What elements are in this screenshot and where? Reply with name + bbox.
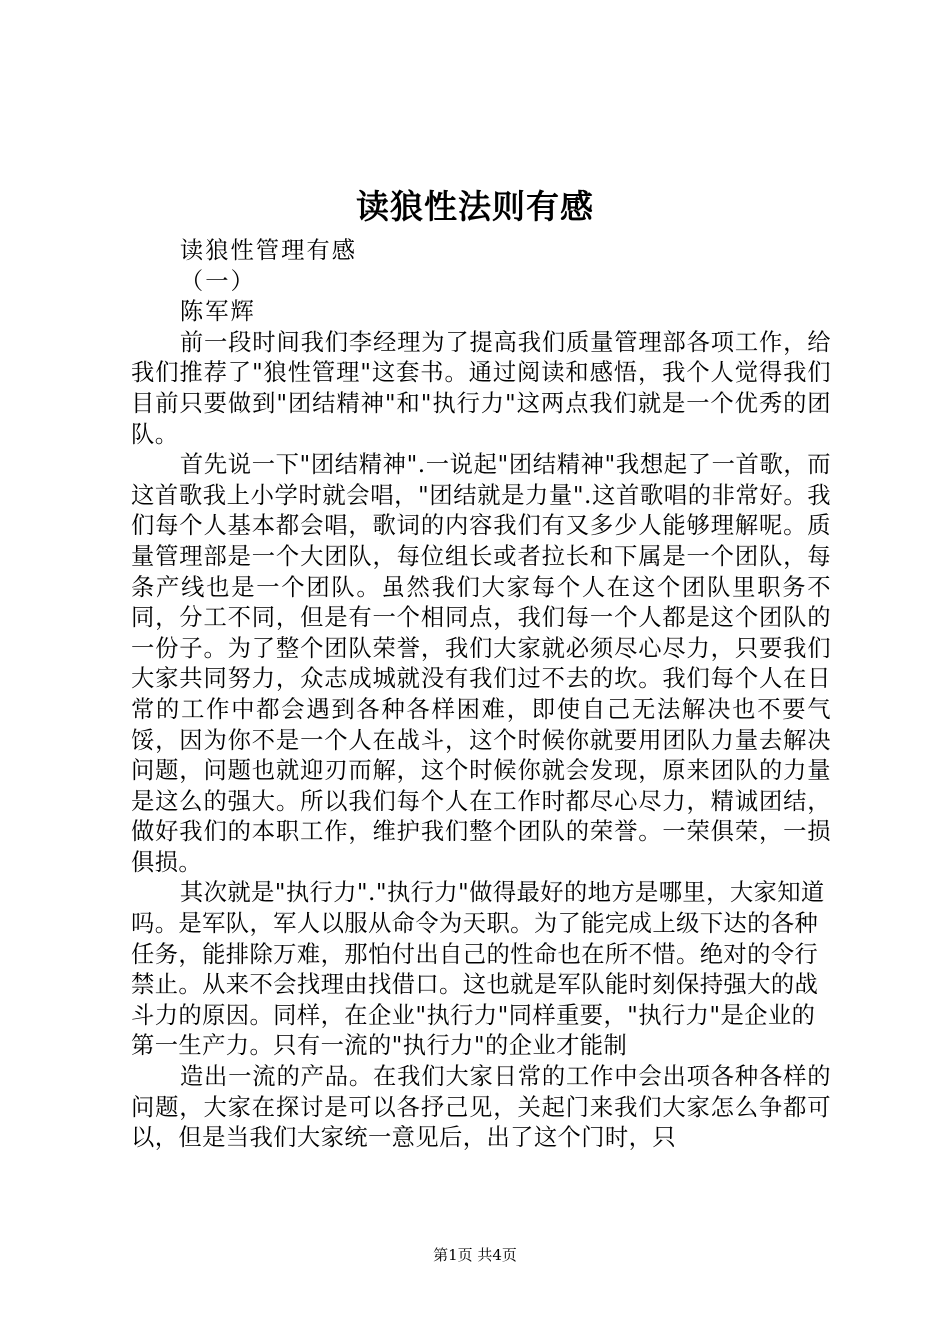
paragraph: 造出一流的产品。在我们大家日常的工作中会出项各种各样的问题，大家在探讨是可以各抒己见，关起门来我们大家怎么争都可以，但是当我们大家统一意见后，出了这个门时，只 <box>131 1063 831 1152</box>
subtitle: 读狼性管理有感 <box>179 237 357 264</box>
document-title: 读狼性法则有感 <box>356 187 594 226</box>
section-label: （一） <box>179 267 256 295</box>
paragraph: 前一段时间我们李经理为了提高我们质量管理部各项工作，给我们推荐了"狼性管理"这套书。通过阅读和感悟，我个人觉得我们目前只要做到"团结精神"和"执行力"这两点我们就是一个优秀的团队。 <box>131 328 831 448</box>
author-name: 陈军辉 <box>179 298 256 326</box>
page-footer: 第1页 共4页 <box>433 1246 517 1264</box>
document-body <box>131 236 831 1154</box>
paragraph: 首先说一下"团结精神".一说起"团结精神"我想起了一首歌，而这首歌我上小学时就会唱，"团结就是力量".这首歌唱的非常好。我们每个人基本都会唱，歌词的内容我们有又多少人能够理解呢。质量管理部是一个大团队，每位组长或者拉长和下属是一个团队，每条产线也是一个团队。虽然我们大家每个人在这个团队里职务不同，分工不同，但是有一个相同点，我们每一个人都是这个团队的一份子。为了整个团队荣誉，我们大家就必须尽心尽力，只要我们大家共同努力，众志成城就没有我们过不去的坎。我们每个人在日常的工作中都会遇到各种各样困难，即使自己无法解决也不要气馁，因为你不是一个人在战斗，这个时候你就要用团队力量去解决问题，问题也就迎刃而解，这个时候你就会发现，原来团队的力量是这么的强大。所以我们每个人在工作时都尽心尽力，精诚团结，做好我们的本职工作，维护我们整个团队的荣誉。一荣俱荣，一损俱损。 <box>131 451 831 876</box>
paragraph: 其次就是"执行力"."执行力"做得最好的地方是哪里，大家知道吗。是军队，军人以服从命令为天职。为了能完成上级下达的各种任务，能排除万难，那怕付出自己的性命也在所不惜。绝对的令行禁止。从来不会找理由找借口。这也就是军队能时刻保持强大的战斗力的原因。同样，在企业"执行力"同样重要，"执行力"是企业的第一生产力。只有一流的"执行力"的企业才能制 <box>131 879 825 1060</box>
